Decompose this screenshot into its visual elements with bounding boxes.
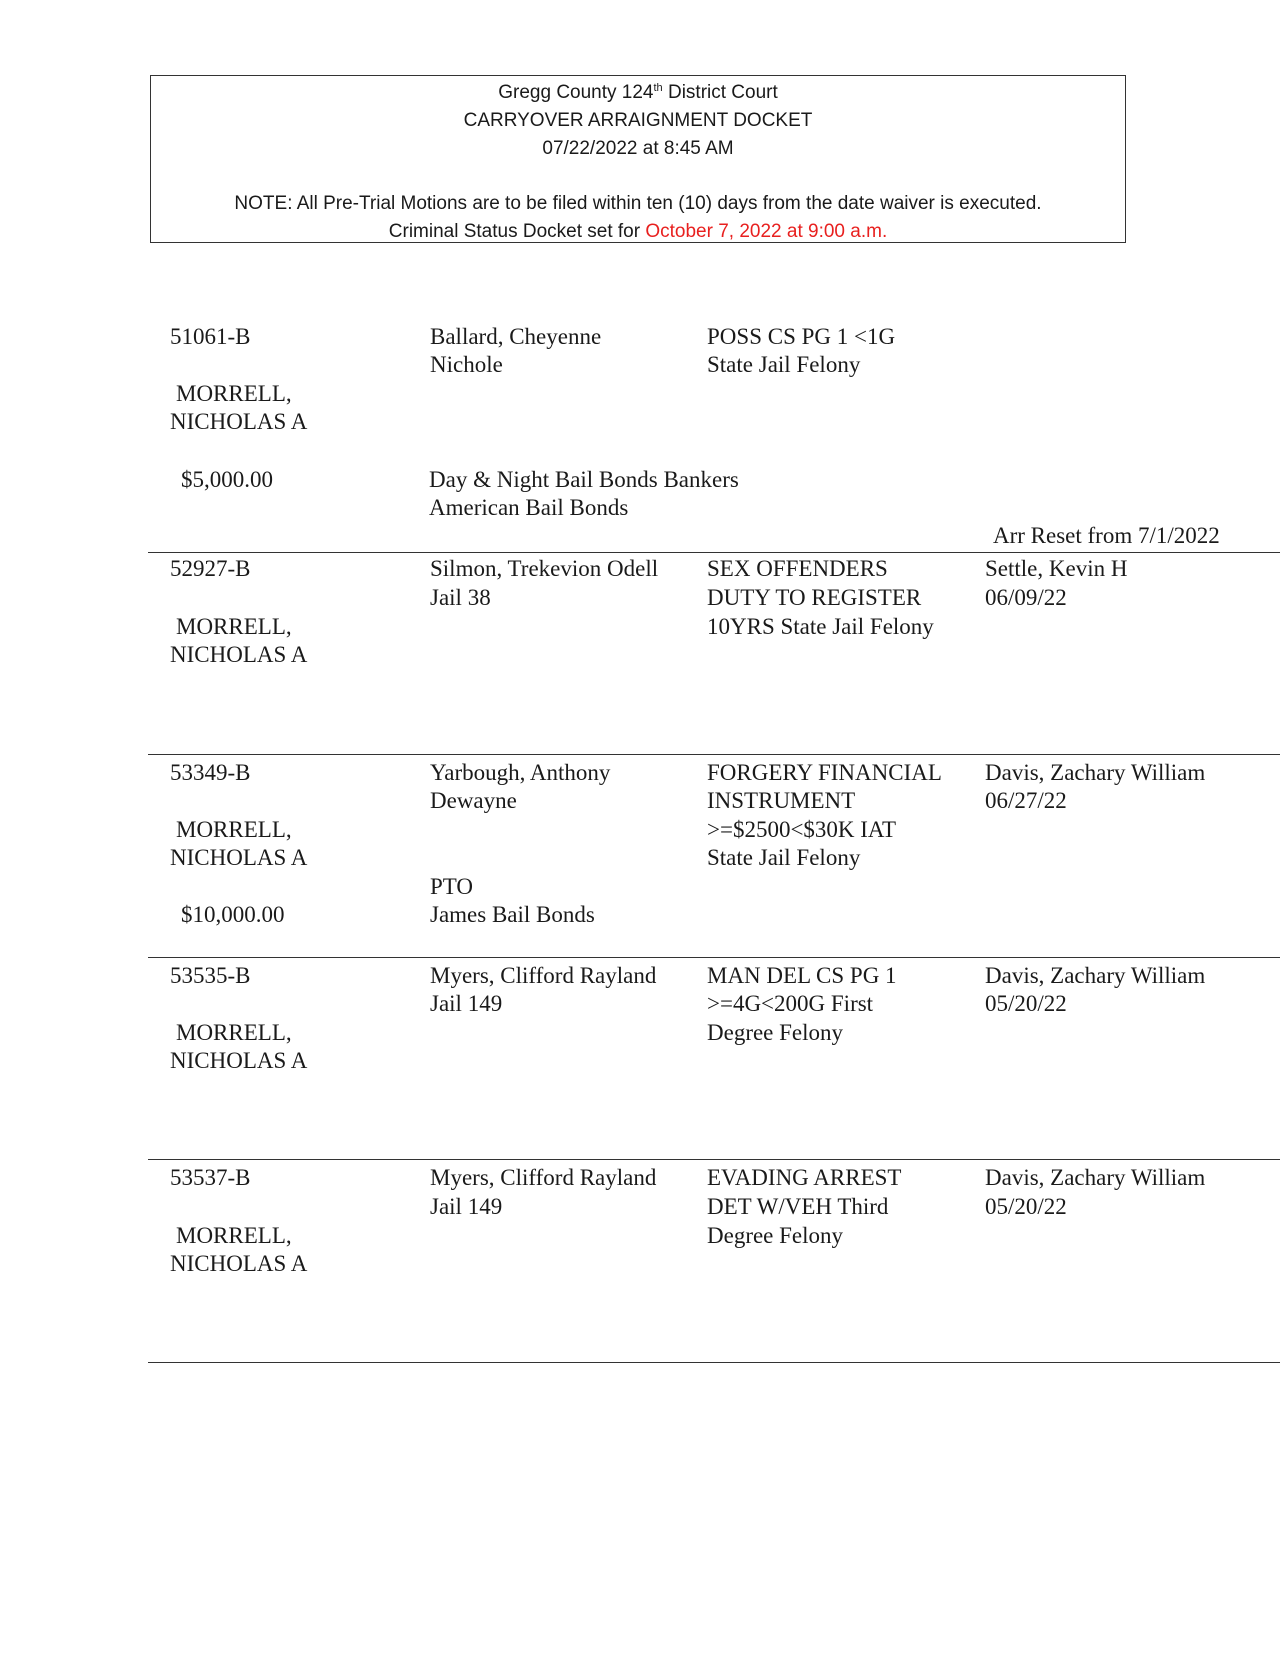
- offense-date: 06/09/22: [985, 585, 1067, 610]
- case-divider: [148, 552, 1280, 553]
- offense-line2: State Jail Felony: [707, 352, 861, 377]
- cause-number: 52927-B: [170, 556, 251, 581]
- defendant-name-line2: Jail 149: [430, 991, 503, 1016]
- attorney-name-line1: MORRELL,: [176, 381, 292, 406]
- offense-line2: INSTRUMENT: [707, 788, 856, 813]
- cause-number: 53349-B: [170, 760, 251, 785]
- offense-line2: DUTY TO REGISTER: [707, 585, 922, 610]
- bond-amount: $10,000.00: [181, 902, 285, 927]
- defendant-name-line1: Ballard, Cheyenne: [430, 324, 602, 349]
- offense-line3: Degree Felony: [707, 1223, 844, 1248]
- case-divider: [148, 957, 1280, 958]
- offense-line1: EVADING ARREST: [707, 1165, 902, 1190]
- docket-title: CARRYOVER ARRAIGNMENT DOCKET: [463, 110, 813, 131]
- defendant-name-line2: Nichole: [430, 352, 503, 377]
- attorney-name-line1: MORRELL,: [176, 1223, 292, 1248]
- attorney-name-line2: NICHOLAS A: [170, 845, 308, 870]
- attorney-name-line1: MORRELL,: [176, 1020, 292, 1045]
- bondsman-line2: American Bail Bonds: [429, 495, 629, 520]
- officer-name: Davis, Zachary William: [985, 1165, 1206, 1190]
- attorney-name-line2: NICHOLAS A: [170, 642, 308, 667]
- defendant-name-line1: Myers, Clifford Rayland: [430, 1165, 657, 1190]
- offense-line4: State Jail Felony: [707, 845, 861, 870]
- offense-line1: SEX OFFENDERS: [707, 556, 888, 581]
- docket-header: [150, 75, 1126, 243]
- offense-line1: POSS CS PG 1 <1G: [707, 324, 896, 349]
- defendant-name-line2: Jail 149: [430, 1194, 503, 1219]
- case-divider: [148, 754, 1280, 755]
- status-docket-line: Criminal Status Docket set for October 7, 2022 at 9:00 a.m.: [388, 221, 888, 242]
- defendant-name-line1: Silmon, Trekevion Odell: [430, 556, 659, 581]
- officer-name: Settle, Kevin H: [985, 556, 1128, 581]
- defendant-name-line2: Jail 38: [430, 585, 491, 610]
- offense-line3: 10YRS State Jail Felony: [707, 614, 934, 639]
- offense-line2: >=4G<200G First: [707, 991, 874, 1016]
- offense-date: 05/20/22: [985, 1194, 1067, 1219]
- attorney-name-line2: NICHOLAS A: [170, 1251, 308, 1276]
- officer-name: Davis, Zachary William: [985, 760, 1206, 785]
- attorney-name-line1: MORRELL,: [176, 614, 292, 639]
- cause-number: 53537-B: [170, 1165, 251, 1190]
- cause-number: 53535-B: [170, 963, 251, 988]
- offense-line3: Degree Felony: [707, 1020, 844, 1045]
- attorney-name-line2: NICHOLAS A: [170, 1048, 308, 1073]
- officer-name: Davis, Zachary William: [985, 963, 1206, 988]
- offense-line1: MAN DEL CS PG 1: [707, 963, 897, 988]
- cause-number: 51061-B: [170, 324, 251, 349]
- offense-line2: DET W/VEH Third: [707, 1194, 889, 1219]
- attorney-name-line1: MORRELL,: [176, 817, 292, 842]
- bondsman-line1: Day & Night Bail Bonds Bankers: [429, 467, 739, 492]
- defendant-name-line1: Yarbough, Anthony: [430, 760, 611, 785]
- bond-type: PTO: [430, 874, 474, 899]
- reset-note: Arr Reset from 7/1/2022: [993, 523, 1220, 548]
- motions-note: NOTE: All Pre-Trial Motions are to be filed within ten (10) days from the date waiver is executed.: [234, 193, 1042, 214]
- offense-line1: FORGERY FINANCIAL: [707, 760, 942, 785]
- bond-amount: $5,000.00: [181, 467, 273, 492]
- offense-line3: >=$2500<$30K IAT: [707, 817, 897, 842]
- status-docket-date: October 7, 2022 at 9:00 a.m.: [645, 221, 888, 242]
- offense-date: 06/27/22: [985, 788, 1067, 813]
- docket-datetime: 07/22/2022 at 8:45 AM: [542, 138, 734, 159]
- case-divider: [148, 1159, 1280, 1160]
- offense-date: 05/20/22: [985, 991, 1067, 1016]
- attorney-name-line2: NICHOLAS A: [170, 409, 308, 434]
- court-name: Gregg County 124th District Court: [498, 82, 778, 103]
- defendant-name-line2: Dewayne: [430, 788, 517, 813]
- defendant-name-line1: Myers, Clifford Rayland: [430, 963, 657, 988]
- case-divider: [148, 1362, 1280, 1363]
- bondsman: James Bail Bonds: [430, 902, 595, 927]
